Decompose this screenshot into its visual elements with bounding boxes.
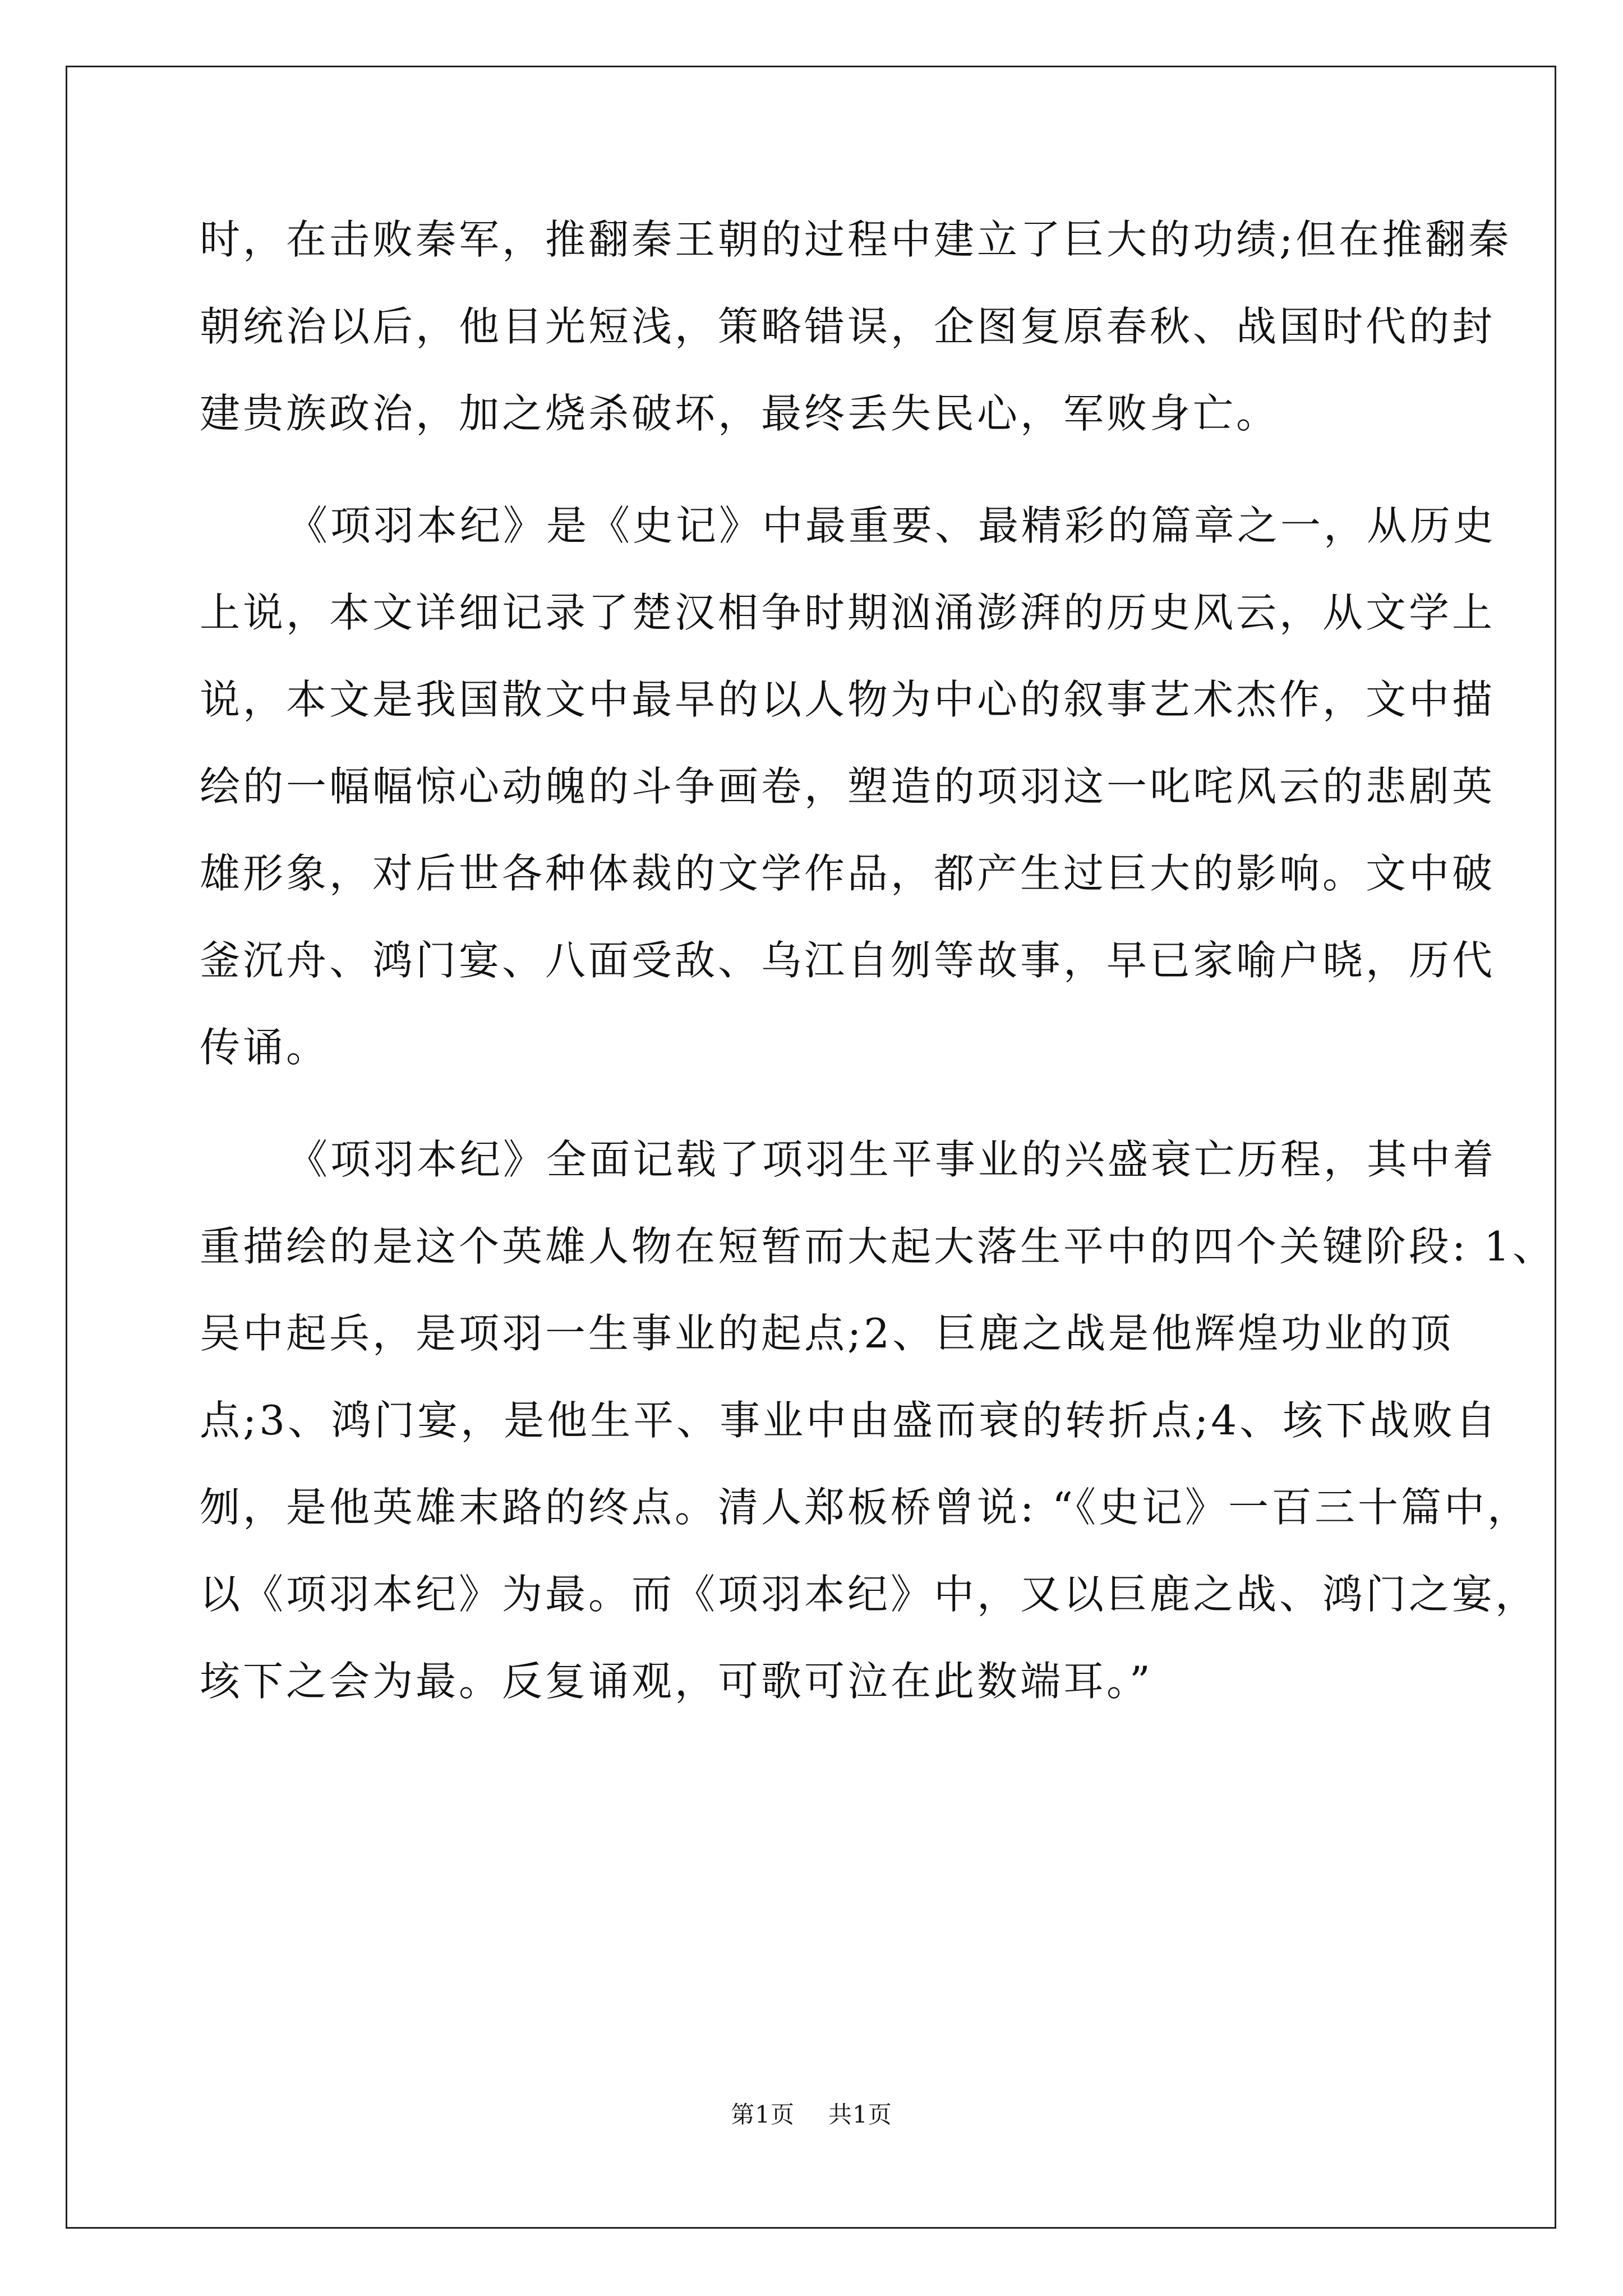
paragraph-line: 建贵族政治，加之烧杀破坏，最终丢失民心，军败身亡。 (200, 390, 1280, 437)
paragraph-line: 《项羽本纪》全面记载了项羽生平事业的兴盛衰亡历程，其中着 (287, 1136, 1497, 1183)
paragraph-line: 吴中起兵，是项羽一生事业的起点;2、巨鹿之战是他辉煌功业的顶 (200, 1310, 1454, 1357)
paragraph-1 (200, 196, 1512, 457)
paragraph-line: 传诵。 (200, 1024, 330, 1071)
paragraph-line: 时，在击败秦军，推翻秦王朝的过程中建立了巨大的功绩;但在推翻秦 (200, 216, 1512, 263)
paragraph-line: 雄形象，对后世各种体裁的文学作品，都产生过巨大的影响。文中破 (200, 850, 1496, 897)
paragraph-line: 垓下之会为最。反复诵观，可歌可泣在此数端耳。” (200, 1658, 1153, 1705)
paragraph-2 (200, 482, 1497, 1091)
paragraph-3 (200, 1116, 1556, 1725)
paragraph-line: 说，本文是我国散文中最早的以人物为中心的叙事艺术杰作，文中描 (200, 676, 1496, 723)
paragraph-line: 刎，是他英雄末路的终点。清人郑板桥曾说: “《史记》一百三十篇中， (200, 1484, 1530, 1531)
paragraph-line: 《项羽本纪》是《史记》中最重要、最精彩的篇章之一，从历史 (287, 502, 1497, 549)
page-footer (0, 2098, 1623, 2132)
page-number: 第1页 (731, 2101, 795, 2128)
paragraph-line: 朝统治以后，他目光短浅，策略错误，企图复原春秋、战国时代的封 (200, 303, 1496, 350)
paragraph-line: 点;3、鸿门宴，是他生平、事业中由盛而衰的转折点;4、垓下战败自 (200, 1397, 1499, 1444)
paragraph-line: 绘的一幅幅惊心动魄的斗争画卷，塑造的项羽这一叱咤风云的悲剧英 (200, 763, 1496, 810)
paragraph-line: 上说，本文详细记录了楚汉相争时期汹涌澎湃的历史风云，从文学上 (200, 589, 1496, 636)
document-body (200, 196, 1556, 1725)
paragraph-line: 重描绘的是这个英雄人物在短暂而大起大落生平中的四个关键阶段: 1、 (200, 1223, 1556, 1270)
paragraph-line: 以《项羽本纪》为最。而《项羽本纪》中，又以巨鹿之战、鸿门之宴， (200, 1571, 1539, 1618)
paragraph-line: 釜沉舟、鸿门宴、八面受敌、乌江自刎等故事，早已家喻户晓，历代 (200, 937, 1496, 984)
page-total: 共1页 (828, 2101, 892, 2128)
